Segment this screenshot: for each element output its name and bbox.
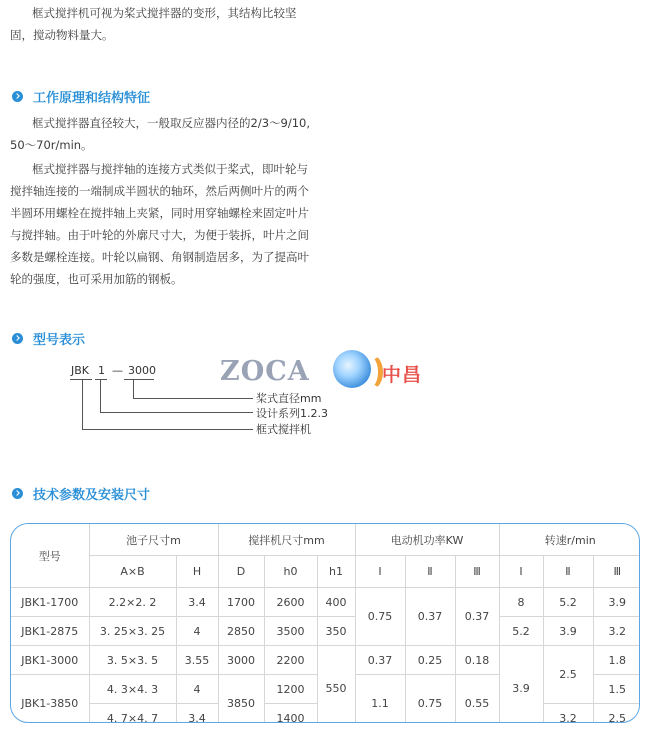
principle-p1-line-2: 50～70r/min。 xyxy=(10,138,93,152)
cell-speed-1: 8 xyxy=(499,588,543,617)
swoosh-icon xyxy=(358,354,383,390)
cell-h0: 1200 xyxy=(264,675,317,704)
cell-h0: 2600 xyxy=(264,588,317,617)
cell-h0: 3500 xyxy=(264,617,317,646)
cell-power-3: 0.55 xyxy=(455,675,499,724)
cell-model: JBK1-2875 xyxy=(11,617,89,646)
leader-line xyxy=(100,412,253,413)
header-mixer-size: 搅拌机尺寸mm xyxy=(218,524,355,556)
cell-h0: 2200 xyxy=(264,646,317,675)
cell-h: 4 xyxy=(176,617,218,646)
table-row xyxy=(11,646,640,675)
section-title: 型号表示 xyxy=(33,332,86,348)
cell-power-3: 0.18 xyxy=(455,646,499,675)
subheader-h0: h0 xyxy=(264,556,317,588)
cell-ab: 3. 5×3. 5 xyxy=(89,646,176,675)
cell-h: 3.55 xyxy=(176,646,218,675)
cell-model: JBK1-3000 xyxy=(11,646,89,675)
principle-p2-line-4: 与搅拌轴。由于叶轮的外廓尺寸大，为便于装拆，叶片之间 xyxy=(10,228,309,242)
section-title: 工作原理和结构特征 xyxy=(33,90,151,106)
subheader-d: D xyxy=(218,556,264,588)
principle-p2-line-3: 半圆环用螺栓在搅拌轴上夹紧，同时用穿轴螺栓来固定叶片 xyxy=(10,206,309,220)
header-pool-size: 池子尺寸m xyxy=(89,524,218,556)
leader-line xyxy=(133,380,134,399)
cell-power-1: 1.1 xyxy=(355,675,405,724)
section-heading-principle xyxy=(12,86,150,106)
cell-model: JBK1-1700 xyxy=(11,588,89,617)
principle-p2-line-1: 框式搅拌器与搅拌轴的连接方式类似于桨式，即叶轮与 xyxy=(32,162,308,176)
cell-power-3: 0.37 xyxy=(455,588,499,646)
leader-line xyxy=(82,429,253,430)
header-model: 型号 xyxy=(11,524,89,588)
cell-h1: 550 xyxy=(317,646,355,724)
cell-model: JBK1-3850 xyxy=(11,675,89,724)
table-row xyxy=(11,617,640,646)
principle-p2-line-5: 多数是螺栓连接。叶轮以扁钢、角钢制造居多，为了提高叶 xyxy=(10,250,309,264)
subheader-power-3: Ⅲ xyxy=(455,556,499,588)
logo-cn-text: 中昌 xyxy=(382,364,423,386)
cell-speed-2: 3.9 xyxy=(543,617,593,646)
cell-speed-3: 1.5 xyxy=(593,675,640,704)
underline xyxy=(70,379,92,380)
section-heading-params xyxy=(12,483,150,503)
underline xyxy=(95,379,107,380)
principle-p1-line-1: 框式搅拌器直径较大，一般取反应器内径的2/3～9/10, xyxy=(32,116,310,130)
cell-d: 1700 xyxy=(218,588,264,617)
cell-power-2: 0.37 xyxy=(405,588,455,646)
subheader-power-2: Ⅱ xyxy=(405,556,455,588)
label-type: 框式搅拌机 xyxy=(256,423,311,436)
cell-power-2: 0.75 xyxy=(405,675,455,724)
principle-p2-line-2: 搅拌轴连接的一端制成半圆状的轴环，然后两侧叶片的两个 xyxy=(10,184,309,198)
cell-ab: 3. 25×3. 25 xyxy=(89,617,176,646)
logo-text: ZOCA xyxy=(220,356,310,387)
cell-speed-1: 3.9 xyxy=(499,646,543,724)
cell-speed-3: 1.8 xyxy=(593,646,640,675)
model-code-dash: — xyxy=(112,364,123,377)
label-diameter: 桨式直径mm xyxy=(256,392,322,405)
model-code-series: 1 xyxy=(98,364,105,377)
subheader-h: H xyxy=(176,556,218,588)
principle-p2-line-6: 轮的强度，也可采用加筋的钢板。 xyxy=(10,272,183,286)
header-motor-power: 电动机功率KW xyxy=(355,524,499,556)
subheader-speed-3: Ⅲ xyxy=(593,556,640,588)
section-heading-model xyxy=(12,328,85,348)
chevron-circle-icon xyxy=(12,488,23,499)
subheader-h1: h1 xyxy=(317,556,355,588)
model-code-diameter: 3000 xyxy=(128,364,156,377)
leader-line xyxy=(100,380,101,413)
params-table xyxy=(10,523,640,723)
zoca-logo xyxy=(220,348,450,394)
underline xyxy=(124,379,154,380)
cell-h: 4 xyxy=(176,675,218,704)
section-title: 技术参数及安装尺寸 xyxy=(33,487,151,503)
cell-ab: 2.2×2. 2 xyxy=(89,588,176,617)
cell-h: 3.4 xyxy=(176,588,218,617)
cell-power-2: 0.25 xyxy=(405,646,455,675)
cell-h1: 400 xyxy=(317,588,355,617)
subheader-speed-1: Ⅰ xyxy=(499,556,543,588)
subheader-speed-2: Ⅱ xyxy=(543,556,593,588)
leader-line xyxy=(82,380,83,430)
model-code-prefix: JBK xyxy=(71,364,90,377)
leader-line xyxy=(133,398,253,399)
label-series: 设计系列1.2.3 xyxy=(256,407,328,420)
cell-speed-2: 2.5 xyxy=(543,646,593,704)
cell-ab: 4. 3×4. 3 xyxy=(89,675,176,704)
cell-power-1: 0.37 xyxy=(355,646,405,675)
intro-line-1: 框式搅拌机可视为桨式搅拌器的变形，其结构比较坚 xyxy=(32,6,297,20)
cell-h1: 350 xyxy=(317,617,355,646)
cell-d: 3000 xyxy=(218,646,264,675)
cell-speed-3: 3.2 xyxy=(593,617,640,646)
cell-speed-2: 5.2 xyxy=(543,588,593,617)
cell-d: 3850 xyxy=(218,675,264,724)
cell-speed-2: 3.2 xyxy=(543,704,593,724)
chevron-circle-icon xyxy=(12,91,23,102)
cell-h: 3.4 xyxy=(176,704,218,724)
subheader-ab: A×B xyxy=(89,556,176,588)
chevron-circle-icon xyxy=(12,333,23,344)
cell-power-1: 0.75 xyxy=(355,588,405,646)
header-speed: 转速r/min xyxy=(499,524,640,556)
cell-speed-1: 5.2 xyxy=(499,617,543,646)
cell-speed-3: 3.9 xyxy=(593,588,640,617)
cell-speed-3: 2.5 xyxy=(593,704,640,724)
cell-ab: 4. 7×4. 7 xyxy=(89,704,176,724)
subheader-power-1: Ⅰ xyxy=(355,556,405,588)
intro-line-2: 固，搅动物料量大。 xyxy=(10,28,114,42)
table-row xyxy=(11,588,640,617)
cell-d: 2850 xyxy=(218,617,264,646)
cell-h0: 1400 xyxy=(264,704,317,724)
